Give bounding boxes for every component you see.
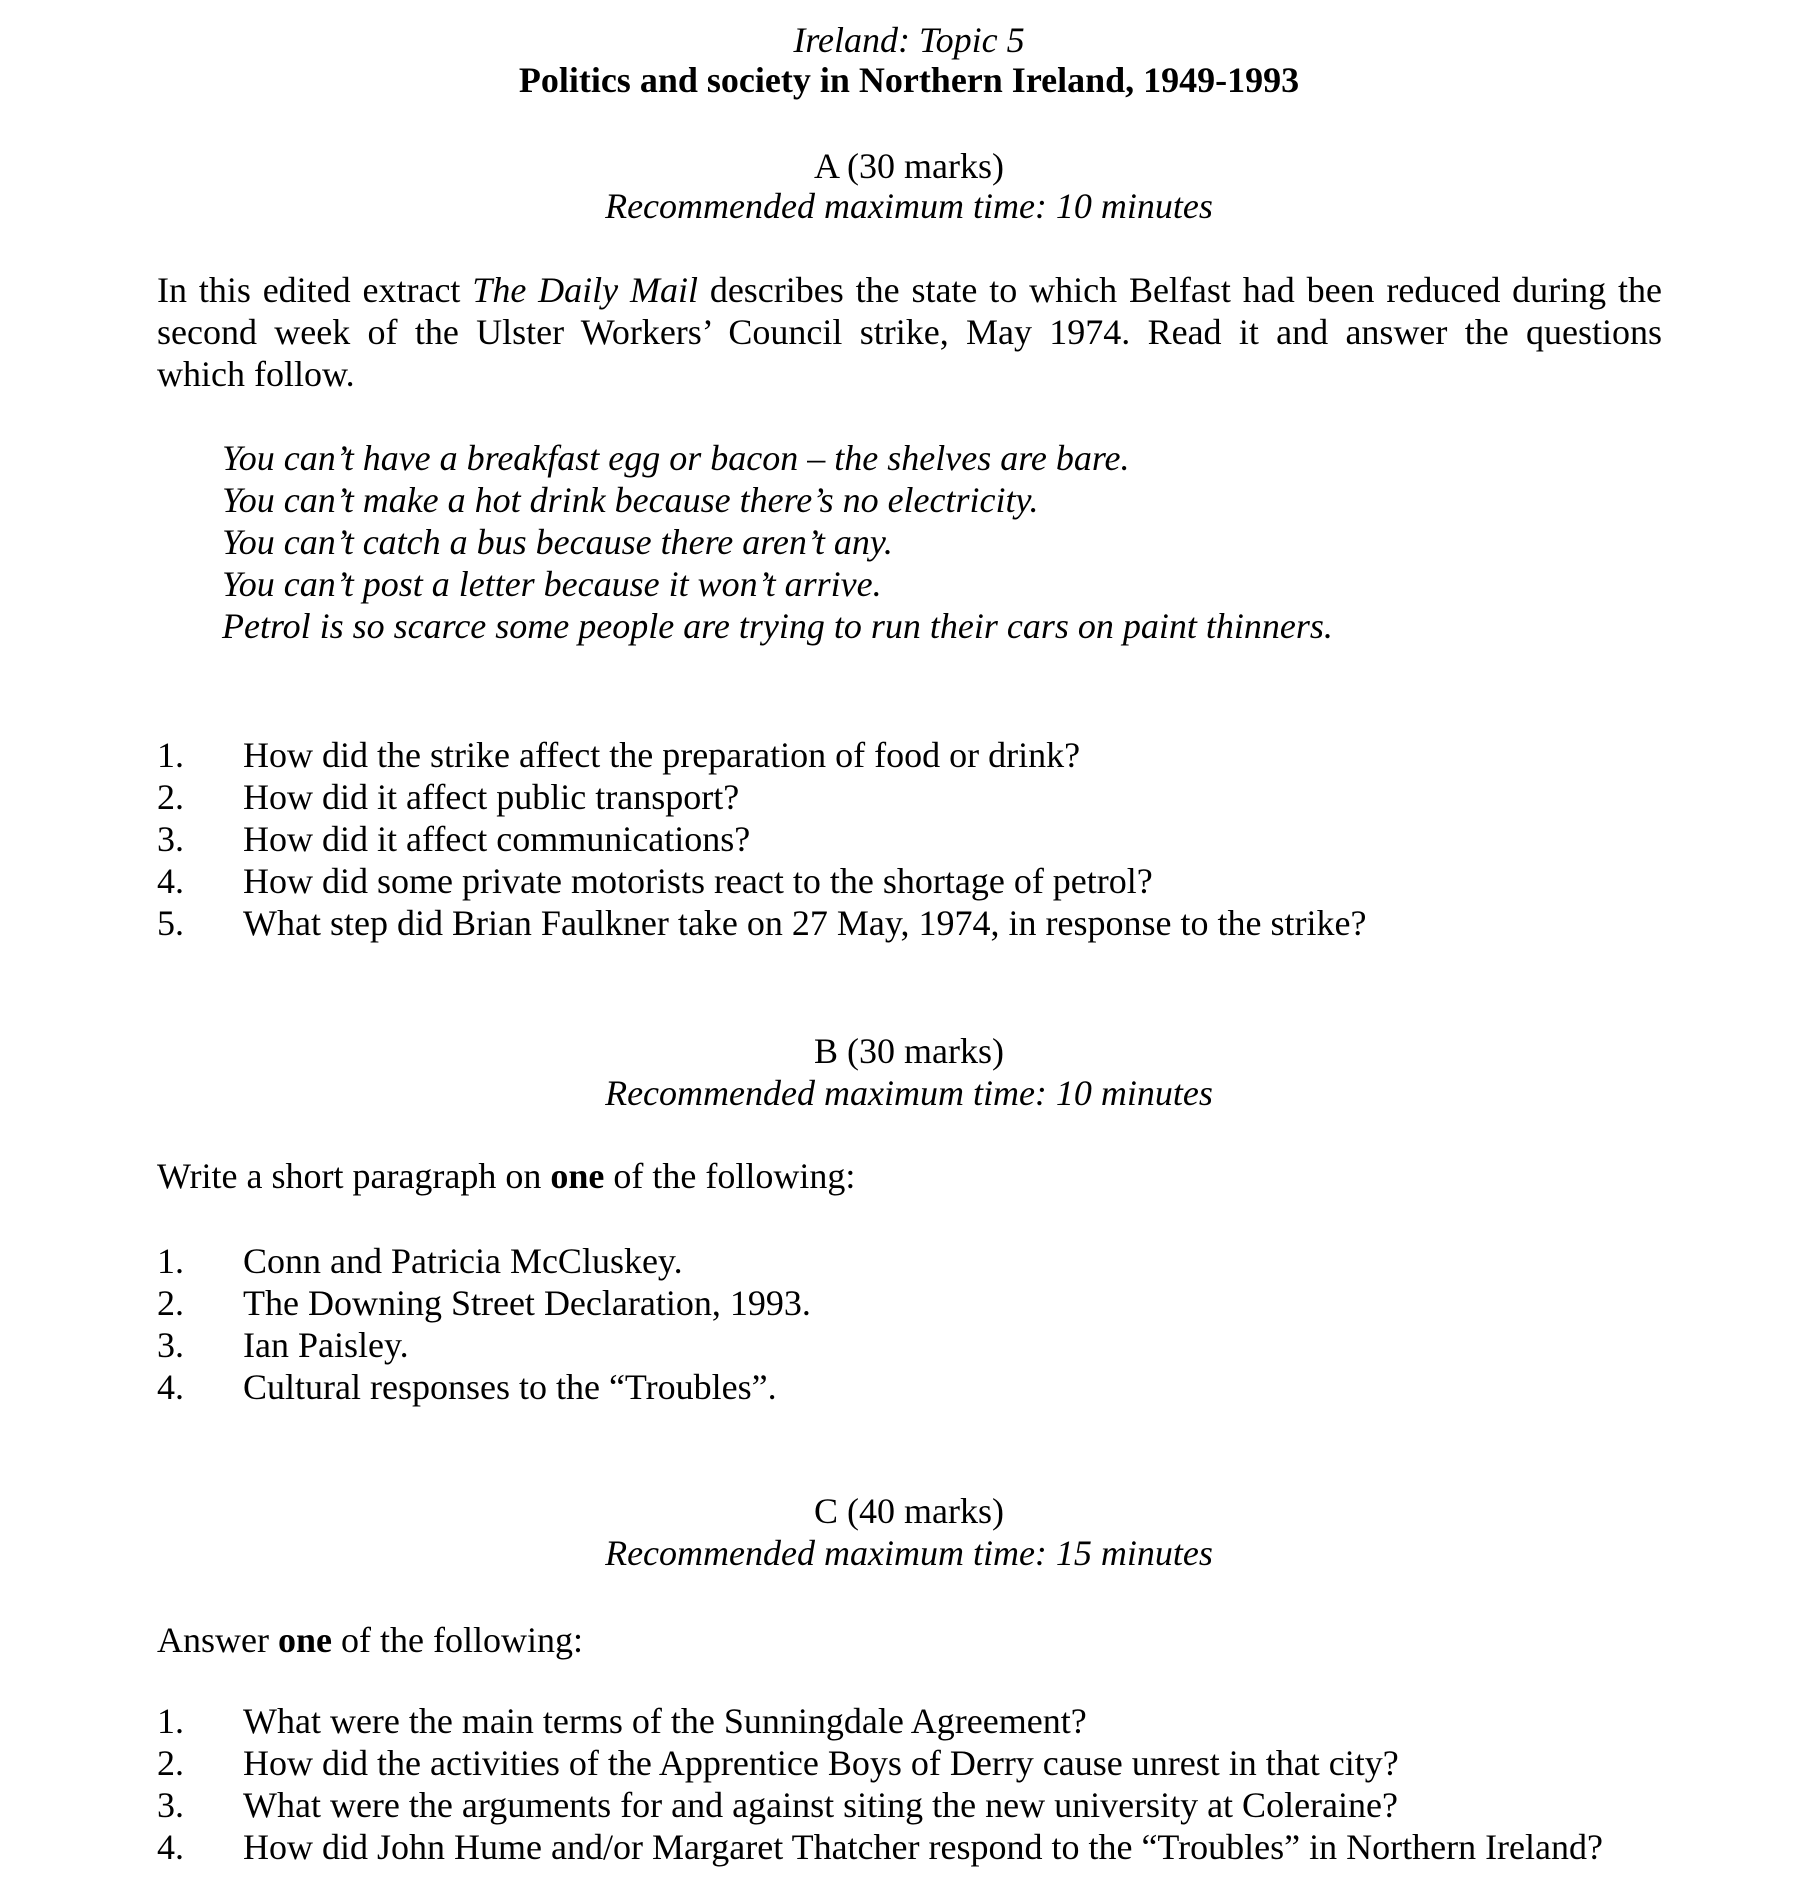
question-number: 4. [157, 1827, 184, 1867]
source-extract [222, 437, 1333, 647]
question-number: 4. [157, 861, 184, 901]
question-number: 2. [157, 1283, 184, 1323]
question-number: 3. [157, 819, 184, 859]
section-b-marks: B (30 marks) [814, 1031, 1004, 1071]
extract-line: You can’t make a hot drink because there’s no electricity. [222, 480, 1039, 520]
question-text: What were the main terms of the Sunningdale Agreement? [243, 1701, 1087, 1741]
question-text: How did it affect public transport? [243, 777, 740, 817]
intro-text: In this edited extract [157, 270, 473, 310]
instruction-text: of the following: [604, 1156, 856, 1196]
document-title: Politics and society in Northern Ireland, 1949-1993 [518, 60, 1300, 100]
extract-line: You can’t have a breakfast egg or bacon – the shelves are bare. [222, 438, 1130, 478]
question-text: The Downing Street Declaration, 1993. [243, 1283, 811, 1323]
question-number: 1. [157, 1241, 184, 1281]
extract-line: You can’t post a letter because it won’t arrive. [222, 564, 882, 604]
section-a-marks: A (30 marks) [814, 146, 1004, 186]
section-c-marks: C (40 marks) [814, 1491, 1004, 1531]
intro-line-1 [157, 269, 1662, 311]
question-text: How did the strike affect the preparation of food or drink? [243, 735, 1081, 775]
extract-line: Petrol is so scarce some people are trying to run their cars on paint thinners. [222, 606, 1333, 646]
question-number: 2. [157, 1743, 184, 1783]
section-a-time: Recommended maximum time: 10 minutes [605, 186, 1213, 226]
section-c-instruction [157, 1619, 583, 1661]
question-text: Cultural responses to the “Troubles”. [243, 1367, 777, 1407]
question-text: What step did Brian Faulkner take on 27 May, 1974, in response to the strike? [243, 903, 1367, 943]
intro-text: describes the state to which Belfast had been reduced during the [697, 270, 1662, 310]
instruction-emphasis: one [550, 1156, 605, 1196]
question-number: 5. [157, 903, 184, 943]
instruction-text: Write a short paragraph on [157, 1156, 551, 1196]
instruction-text: of the following: [331, 1620, 583, 1660]
section-b-instruction [157, 1155, 855, 1197]
question-number: 4. [157, 1367, 184, 1407]
question-text: What were the arguments for and against siting the new university at Coleraine? [243, 1785, 1398, 1825]
section-a-intro [157, 269, 1662, 395]
question-number: 3. [157, 1785, 184, 1825]
section-b-time: Recommended maximum time: 10 minutes [605, 1073, 1213, 1113]
question-text: Ian Paisley. [243, 1325, 409, 1365]
extract-line: You can’t catch a bus because there aren’t any. [222, 522, 893, 562]
question-text: Conn and Patricia McCluskey. [243, 1241, 683, 1281]
question-text: How did it affect communications? [243, 819, 751, 859]
instruction-text: Answer [157, 1620, 278, 1660]
question-text: How did the activities of the Apprentice Boys of Derry cause unrest in that city? [243, 1743, 1399, 1783]
section-c-time: Recommended maximum time: 15 minutes [605, 1533, 1213, 1573]
intro-line-3: which follow. [157, 354, 355, 394]
question-text: How did some private motorists react to the shortage of petrol? [243, 861, 1153, 901]
instruction-emphasis: one [277, 1620, 332, 1660]
source-title: The Daily Mail [472, 270, 698, 310]
topic-heading: Ireland: Topic 5 [793, 20, 1025, 60]
question-number: 3. [157, 1325, 184, 1365]
question-number: 2. [157, 777, 184, 817]
question-number: 1. [157, 735, 184, 775]
question-text: How did John Hume and/or Margaret Thatcher respond to the “Troubles” in Northern Ireland? [243, 1827, 1603, 1867]
intro-line-2: second week of the Ulster Workers’ Council strike, May 1974. Read it and answer the questions [157, 312, 1662, 352]
question-number: 1. [157, 1701, 184, 1741]
